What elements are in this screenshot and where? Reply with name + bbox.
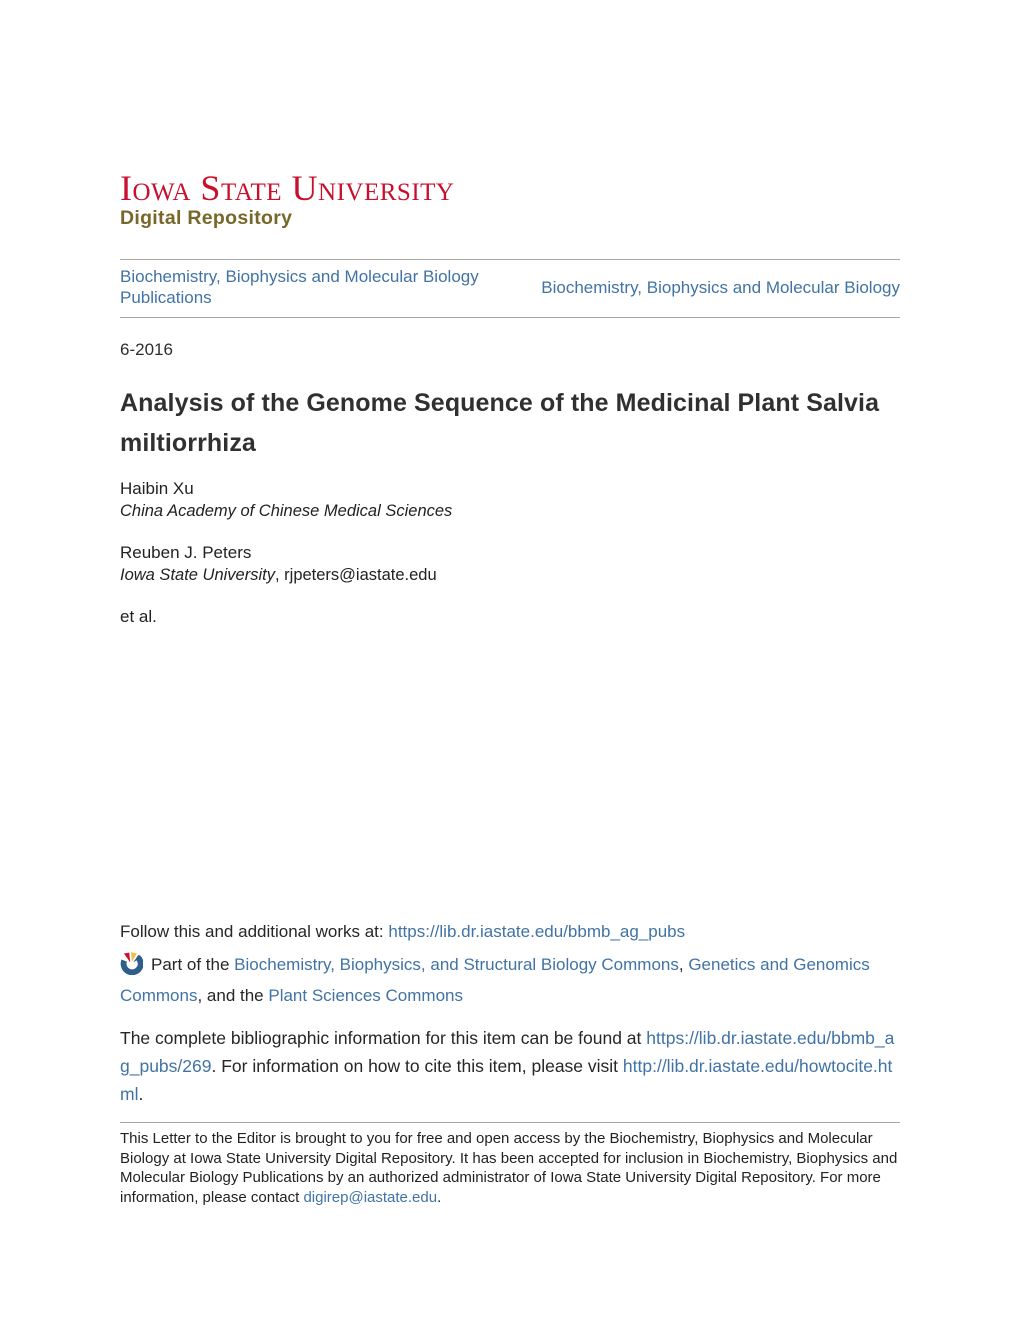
commons-text [120,955,870,1005]
text-run: This Letter to the Editor is brought to you for free and open access by the Biochemistry, Biophysics and Molecular Biology at Iowa State University Digital Repository. It has been accepted for inclusion in Biochemistry, Biophysics and Molecular Biology Publications by an authorized administrator of Iowa State University Digital Repository. For more information, please contact [120,1130,898,1206]
author-entry [120,605,900,628]
logo-subtitle: Digital Repository [120,207,293,229]
header-divider-bottom [120,317,900,318]
author-name: Haibin Xu [120,479,194,498]
author-name: Reuben J. Peters [120,543,252,562]
author-affiliation [120,500,900,523]
author-affiliation [120,564,900,587]
series-publications-link[interactable]: Biochemistry, Biophysics and Molecular Biology Publications [120,267,479,307]
footer-divider [120,1122,900,1123]
hyperlink[interactable]: https://lib.dr.iastate.edu/bbmb_ag_pubs [388,922,686,941]
hyperlink[interactable]: digirep@iastate.edu [303,1188,438,1206]
text-run: . [437,1188,442,1206]
text-run: . [138,1084,144,1104]
hyperlink[interactable]: Plant Sciences Commons [268,986,463,1005]
text-run: Follow this and additional works at: [120,922,389,941]
affiliation-text: Iowa State University [120,566,275,584]
publication-date: 6-2016 [120,340,173,359]
hyperlink[interactable]: http://lib.dr.iastate.edu/howtocite.html [120,1056,893,1104]
affiliation-text: China Academy of Chinese Medical Sciences [120,502,453,520]
digital-commons-network-icon [120,952,143,975]
author-entry [120,541,900,587]
isu-logo [120,170,454,229]
access-statement [120,1129,902,1207]
isu-wordmark: Iowa State University [120,168,455,208]
header-divider-top [120,259,900,260]
author-entry [120,477,900,523]
hyperlink[interactable]: Biochemistry, Biophysics, and Structural Biology Commons [234,955,679,974]
commons-line [120,949,920,1011]
author-et-al: et al. [120,607,157,626]
follow-works-line [120,920,900,944]
series-header [120,266,900,308]
text-run: . For information on how to cite this item, please visit [211,1056,623,1076]
text-run: The complete bibliographic information for this item can be found at [120,1028,647,1048]
series-collection-link[interactable]: Biochemistry, Biophysics and Molecular Biology [541,277,900,297]
text-run: , rjpeters@iastate.edu [274,566,437,584]
article-title: Analysis of the Genome Sequence of the Medicinal Plant Salvia miltiorrhiza [120,389,880,457]
text-run: , [678,955,689,974]
author-list [120,477,900,646]
text-run: , and the [197,986,269,1005]
hyperlink[interactable]: Genetics and Genomics Commons [120,955,870,1005]
text-run: Part of the [151,955,235,974]
bibliographic-info [120,1024,900,1108]
hyperlink[interactable]: https://lib.dr.iastate.edu/bbmb_ag_pubs/269 [120,1028,895,1076]
